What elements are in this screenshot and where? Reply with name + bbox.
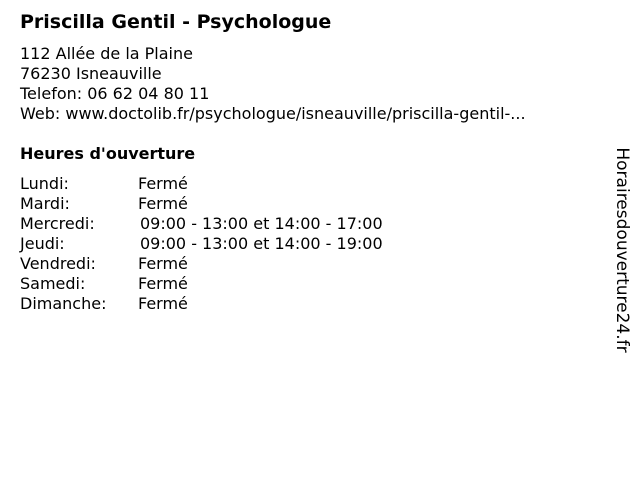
day-hours: Fermé — [138, 274, 188, 293]
website-url: Web: www.doctolib.fr/psychologue/isneauville/priscilla-gentil-... — [20, 104, 526, 123]
day-label: Vendredi: — [20, 254, 96, 273]
day-label: Lundi: — [20, 174, 69, 193]
day-label: Jeudi: — [20, 234, 65, 253]
site-watermark: Horairesdouverture24.fr — [612, 147, 632, 353]
day-hours: 09:00 - 13:00 et 14:00 - 19:00 — [140, 234, 383, 253]
city-address: 76230 Isneauville — [20, 64, 162, 83]
day-label: Mercredi: — [20, 214, 95, 233]
day-hours: Fermé — [138, 254, 188, 273]
day-hours: Fermé — [138, 194, 188, 213]
day-hours: 09:00 - 13:00 et 14:00 - 17:00 — [140, 214, 383, 233]
day-hours: Fermé — [138, 294, 188, 313]
day-hours: Fermé — [138, 174, 188, 193]
address-block — [20, 44, 526, 124]
street-address: 112 Allée de la Plaine — [20, 44, 193, 63]
day-label: Samedi: — [20, 274, 86, 293]
phone-number: Telefon: 06 62 04 80 11 — [20, 84, 210, 103]
business-title: Priscilla Gentil - Psychologue — [20, 11, 332, 33]
opening-hours-heading: Heures d'ouverture — [20, 144, 196, 163]
day-label: Dimanche: — [20, 294, 107, 313]
day-label: Mardi: — [20, 194, 70, 213]
